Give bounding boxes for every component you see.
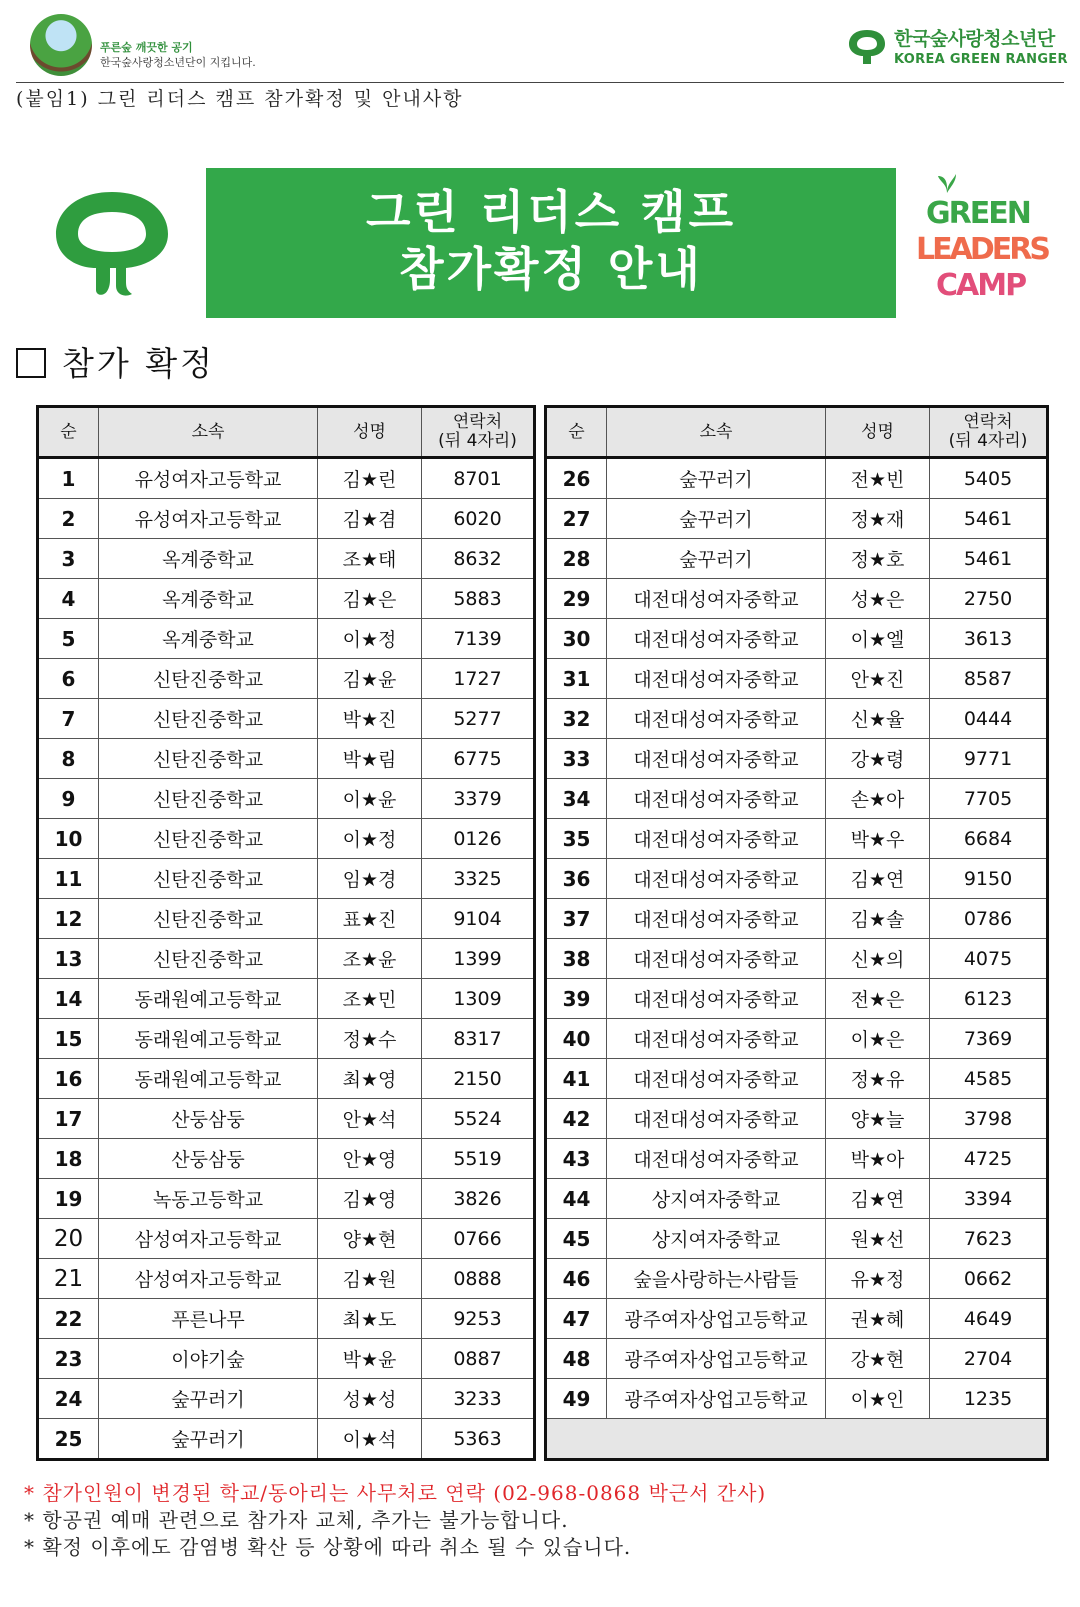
row-name: 전★빈	[826, 458, 930, 499]
row-affiliation: 숲꾸러기	[99, 1419, 318, 1460]
table-row	[546, 699, 1048, 739]
table-row	[546, 619, 1048, 659]
row-number: 26	[546, 458, 607, 499]
table-row	[38, 539, 535, 579]
row-affiliation: 상지여자중학교	[607, 1219, 826, 1259]
row-contact: 9104	[422, 899, 535, 939]
table-row	[38, 1299, 535, 1339]
row-affiliation: 숲꾸러기	[99, 1379, 318, 1419]
header-name: 성명	[318, 407, 422, 458]
row-contact: 5461	[930, 499, 1048, 539]
row-affiliation: 동래원예고등학교	[99, 979, 318, 1019]
banner-title-line1: 그린 리더스 캠프	[365, 185, 737, 239]
row-affiliation: 산둥삼둥	[99, 1139, 318, 1179]
row-number: 14	[38, 979, 99, 1019]
row-name: 유★정	[826, 1259, 930, 1299]
row-number: 6	[38, 659, 99, 699]
row-affiliation: 신탄진중학교	[99, 779, 318, 819]
row-name: 정★수	[318, 1019, 422, 1059]
row-contact: 0887	[422, 1339, 535, 1379]
row-contact: 3798	[930, 1099, 1048, 1139]
row-name: 원★선	[826, 1219, 930, 1259]
row-number: 31	[546, 659, 607, 699]
row-name: 박★진	[318, 699, 422, 739]
row-contact: 0126	[422, 819, 535, 859]
row-affiliation: 숲꾸러기	[607, 499, 826, 539]
row-contact: 4649	[930, 1299, 1048, 1339]
participant-table-left	[36, 405, 536, 1461]
row-affiliation: 광주여자상업고등학교	[607, 1299, 826, 1339]
table-row	[546, 939, 1048, 979]
row-affiliation: 산둥삼둥	[99, 1099, 318, 1139]
row-contact: 8701	[422, 458, 535, 499]
row-contact: 5883	[422, 579, 535, 619]
header-affiliation: 소속	[607, 407, 826, 458]
row-number: 15	[38, 1019, 99, 1059]
row-name: 이★정	[318, 819, 422, 859]
table-row	[546, 899, 1048, 939]
row-affiliation: 신탄진중학교	[99, 699, 318, 739]
table-row	[546, 458, 1048, 499]
table-row	[546, 979, 1048, 1019]
row-number: 18	[38, 1139, 99, 1179]
header-contact-line1: 연락처	[452, 412, 503, 432]
row-affiliation: 대전대성여자중학교	[607, 1139, 826, 1179]
table-row	[546, 779, 1048, 819]
row-number: 29	[546, 579, 607, 619]
org-name: 한국숲사랑청소년단	[894, 28, 1055, 50]
green-tree-logo-icon	[52, 190, 172, 298]
row-number: 24	[38, 1379, 99, 1419]
table-row	[546, 1219, 1048, 1259]
checkbox-square-icon	[16, 348, 46, 378]
row-name: 이★윤	[318, 779, 422, 819]
row-number: 41	[546, 1059, 607, 1099]
row-number: 34	[546, 779, 607, 819]
row-number: 8	[38, 739, 99, 779]
row-affiliation: 신탄진중학교	[99, 939, 318, 979]
row-name: 성★성	[318, 1379, 422, 1419]
row-affiliation: 숲꾸러기	[607, 458, 826, 499]
slogan-line2: 한국숲사랑청소년단이 지킵니다.	[100, 56, 256, 69]
row-name: 정★유	[826, 1059, 930, 1099]
table-row	[38, 779, 535, 819]
row-name: 권★혜	[826, 1299, 930, 1339]
row-name: 최★도	[318, 1299, 422, 1339]
row-number: 36	[546, 859, 607, 899]
row-name: 강★령	[826, 739, 930, 779]
org-name-en: KOREA GREEN RANGER	[894, 52, 1068, 67]
page-header	[0, 0, 1080, 84]
header-contact-line1: 연락처	[963, 412, 1013, 432]
camp-logo-leaders: LEADERS	[916, 232, 1048, 267]
table-row	[38, 1179, 535, 1219]
row-name: 정★재	[826, 499, 930, 539]
row-number: 9	[38, 779, 99, 819]
table-header-row	[546, 407, 1048, 458]
row-name: 김★린	[318, 458, 422, 499]
table-row	[38, 458, 535, 499]
table-body-left	[38, 458, 535, 1460]
row-contact: 4075	[930, 939, 1048, 979]
attachment-title: (붙임1) 그린 리더스 캠프 참가확정 및 안내사항	[16, 88, 464, 110]
row-contact: 5405	[930, 458, 1048, 499]
notes	[24, 1480, 766, 1561]
row-number: 17	[38, 1099, 99, 1139]
camp-logo-camp: CAMP	[936, 268, 1026, 303]
row-name: 조★태	[318, 539, 422, 579]
table-row	[38, 1059, 535, 1099]
row-number: 12	[38, 899, 99, 939]
row-contact: 6775	[422, 739, 535, 779]
row-contact: 3379	[422, 779, 535, 819]
row-affiliation: 숲꾸러기	[607, 539, 826, 579]
row-name: 이★인	[826, 1379, 930, 1419]
row-contact: 0662	[930, 1259, 1048, 1299]
header-no: 순	[546, 407, 607, 458]
table-body-right	[546, 458, 1048, 1460]
row-name: 표★진	[318, 899, 422, 939]
row-affiliation: 대전대성여자중학교	[607, 979, 826, 1019]
table-row	[38, 859, 535, 899]
row-number: 45	[546, 1219, 607, 1259]
row-number: 38	[546, 939, 607, 979]
table-row	[38, 1139, 535, 1179]
row-name: 성★은	[826, 579, 930, 619]
row-number: 23	[38, 1339, 99, 1379]
row-number: 25	[38, 1419, 99, 1460]
row-affiliation: 대전대성여자중학교	[607, 739, 826, 779]
row-name: 안★영	[318, 1139, 422, 1179]
row-number: 47	[546, 1299, 607, 1339]
row-affiliation: 대전대성여자중학교	[607, 699, 826, 739]
row-number: 32	[546, 699, 607, 739]
row-contact: 5524	[422, 1099, 535, 1139]
row-number: 5	[38, 619, 99, 659]
section-heading	[16, 338, 215, 385]
row-contact: 6684	[930, 819, 1048, 859]
participant-table-right	[544, 405, 1049, 1461]
table-row	[546, 1179, 1048, 1219]
row-affiliation: 유성여자고등학교	[99, 458, 318, 499]
row-number: 10	[38, 819, 99, 859]
row-affiliation: 대전대성여자중학교	[607, 899, 826, 939]
header-contact-line2: (뒤 4자리)	[948, 431, 1028, 451]
row-name: 박★우	[826, 819, 930, 859]
org-tree-logo-icon	[845, 26, 889, 66]
row-contact: 0786	[930, 899, 1048, 939]
row-name: 조★민	[318, 979, 422, 1019]
row-name: 이★석	[318, 1419, 422, 1460]
row-name: 김★원	[318, 1259, 422, 1299]
table-row	[546, 1059, 1048, 1099]
row-contact: 3613	[930, 619, 1048, 659]
row-name: 신★율	[826, 699, 930, 739]
row-name: 안★석	[318, 1099, 422, 1139]
row-contact: 9150	[930, 859, 1048, 899]
row-name: 김★연	[826, 859, 930, 899]
row-name: 임★경	[318, 859, 422, 899]
row-number: 19	[38, 1179, 99, 1219]
row-number: 1	[38, 458, 99, 499]
table-row	[546, 1099, 1048, 1139]
table-row	[546, 1299, 1048, 1339]
table-row	[38, 659, 535, 699]
row-affiliation: 녹동고등학교	[99, 1179, 318, 1219]
header-no: 순	[38, 407, 99, 458]
row-contact: 9771	[930, 739, 1048, 779]
row-affiliation: 삼성여자고등학교	[99, 1219, 318, 1259]
header-name: 성명	[826, 407, 930, 458]
table-row	[546, 1019, 1048, 1059]
row-contact: 1309	[422, 979, 535, 1019]
row-affiliation: 삼성여자고등학교	[99, 1259, 318, 1299]
table-row	[546, 1339, 1048, 1379]
table-row	[38, 579, 535, 619]
row-number: 49	[546, 1379, 607, 1419]
row-contact: 2704	[930, 1339, 1048, 1379]
camp-logo-green: GREEN	[926, 196, 1030, 231]
row-name: 양★늘	[826, 1099, 930, 1139]
row-affiliation: 대전대성여자중학교	[607, 779, 826, 819]
row-number: 48	[546, 1339, 607, 1379]
forest-emblem-logo	[30, 14, 92, 76]
section-title: 참가 확정	[62, 344, 216, 383]
row-number: 44	[546, 1179, 607, 1219]
row-name: 신★의	[826, 939, 930, 979]
row-contact: 0888	[422, 1259, 535, 1299]
row-number: 3	[38, 539, 99, 579]
row-contact: 9253	[422, 1299, 535, 1339]
row-number: 37	[546, 899, 607, 939]
row-contact: 8587	[930, 659, 1048, 699]
table-row	[38, 699, 535, 739]
table-row	[546, 539, 1048, 579]
row-number: 27	[546, 499, 607, 539]
row-affiliation: 광주여자상업고등학교	[607, 1339, 826, 1379]
table-row	[546, 1379, 1048, 1419]
table-row	[38, 899, 535, 939]
row-number: 7	[38, 699, 99, 739]
row-contact: 5519	[422, 1139, 535, 1179]
row-affiliation: 대전대성여자중학교	[607, 859, 826, 899]
row-contact: 7705	[930, 779, 1048, 819]
table-row	[546, 499, 1048, 539]
table-row	[38, 939, 535, 979]
table-row	[38, 1379, 535, 1419]
row-affiliation: 대전대성여자중학교	[607, 619, 826, 659]
row-contact: 7623	[930, 1219, 1048, 1259]
table-row	[38, 499, 535, 539]
row-affiliation: 옥계중학교	[99, 579, 318, 619]
row-affiliation: 대전대성여자중학교	[607, 939, 826, 979]
row-contact: 2750	[930, 579, 1048, 619]
header-contact-line2: (뒤 4자리)	[438, 431, 517, 451]
slogan	[100, 40, 256, 70]
header-divider	[16, 82, 1064, 83]
row-number: 35	[546, 819, 607, 859]
table-row	[38, 1259, 535, 1299]
row-name: 이★정	[318, 619, 422, 659]
row-number: 22	[38, 1299, 99, 1339]
row-number: 40	[546, 1019, 607, 1059]
leaf-icon	[936, 172, 958, 194]
row-affiliation: 숲을사랑하는사람들	[607, 1259, 826, 1299]
row-affiliation: 대전대성여자중학교	[607, 1099, 826, 1139]
table-row	[546, 579, 1048, 619]
row-affiliation: 대전대성여자중학교	[607, 819, 826, 859]
row-affiliation: 광주여자상업고등학교	[607, 1379, 826, 1419]
row-name: 김★겸	[318, 499, 422, 539]
row-contact: 5461	[930, 539, 1048, 579]
row-contact: 8317	[422, 1019, 535, 1059]
row-contact: 2150	[422, 1059, 535, 1099]
row-name: 박★윤	[318, 1339, 422, 1379]
row-affiliation: 신탄진중학교	[99, 819, 318, 859]
table-row	[546, 859, 1048, 899]
row-name: 손★아	[826, 779, 930, 819]
row-name: 안★진	[826, 659, 930, 699]
row-number: 39	[546, 979, 607, 1019]
row-affiliation: 대전대성여자중학교	[607, 579, 826, 619]
row-affiliation: 이야기숲	[99, 1339, 318, 1379]
row-contact: 1399	[422, 939, 535, 979]
row-contact: 3325	[422, 859, 535, 899]
row-number: 30	[546, 619, 607, 659]
row-number: 13	[38, 939, 99, 979]
row-number: 21	[38, 1259, 99, 1299]
row-contact: 0444	[930, 699, 1048, 739]
table-row	[38, 1419, 535, 1460]
table-row	[546, 659, 1048, 699]
row-contact: 3826	[422, 1179, 535, 1219]
row-affiliation: 옥계중학교	[99, 539, 318, 579]
table-row	[546, 1259, 1048, 1299]
table-row	[38, 1019, 535, 1059]
row-affiliation: 동래원예고등학교	[99, 1019, 318, 1059]
row-affiliation: 상지여자중학교	[607, 1179, 826, 1219]
green-leaders-camp-logo	[916, 172, 1066, 302]
row-contact: 1727	[422, 659, 535, 699]
row-name: 박★림	[318, 739, 422, 779]
row-name: 박★아	[826, 1139, 930, 1179]
row-affiliation: 유성여자고등학교	[99, 499, 318, 539]
table-row	[38, 1099, 535, 1139]
row-contact: 6123	[930, 979, 1048, 1019]
table-row	[38, 1339, 535, 1379]
table-row	[38, 619, 535, 659]
row-affiliation: 신탄진중학교	[99, 899, 318, 939]
row-affiliation: 신탄진중학교	[99, 659, 318, 699]
row-affiliation: 대전대성여자중학교	[607, 1019, 826, 1059]
row-contact: 6020	[422, 499, 535, 539]
row-contact: 5277	[422, 699, 535, 739]
row-contact: 3394	[930, 1179, 1048, 1219]
header-contact	[422, 407, 535, 458]
row-number: 11	[38, 859, 99, 899]
row-name: 정★호	[826, 539, 930, 579]
row-contact: 7139	[422, 619, 535, 659]
row-name: 양★현	[318, 1219, 422, 1259]
table-row	[38, 1219, 535, 1259]
row-name: 최★영	[318, 1059, 422, 1099]
header-affiliation: 소속	[99, 407, 318, 458]
row-name: 김★연	[826, 1179, 930, 1219]
row-name: 김★은	[318, 579, 422, 619]
note-no-change: * 항공권 예매 관련으로 참가자 교체, 추가는 불가능합니다.	[24, 1508, 569, 1532]
row-contact: 0766	[422, 1219, 535, 1259]
row-name: 조★윤	[318, 939, 422, 979]
row-number: 4	[38, 579, 99, 619]
table-row	[38, 979, 535, 1019]
row-number: 33	[546, 739, 607, 779]
table-header-row	[38, 407, 535, 458]
row-number: 43	[546, 1139, 607, 1179]
title-banner	[206, 168, 896, 318]
row-name: 김★솔	[826, 899, 930, 939]
empty-row	[546, 1419, 1048, 1460]
row-affiliation: 푸른나무	[99, 1299, 318, 1339]
row-number: 28	[546, 539, 607, 579]
table-row	[546, 739, 1048, 779]
row-number: 20	[38, 1219, 99, 1259]
row-number: 16	[38, 1059, 99, 1099]
row-name: 전★은	[826, 979, 930, 1019]
row-contact: 3233	[422, 1379, 535, 1419]
note-contact: * 참가인원이 변경된 학교/동아리는 사무처로 연락 (02-968-0868 박근서 간사)	[24, 1481, 767, 1505]
row-affiliation: 신탄진중학교	[99, 859, 318, 899]
empty-cell	[546, 1419, 1048, 1460]
note-cancel: * 확정 이후에도 감염병 확산 등 상황에 따라 취소 될 수 있습니다.	[24, 1535, 632, 1559]
table-row	[38, 739, 535, 779]
row-number: 46	[546, 1259, 607, 1299]
table-row	[38, 819, 535, 859]
row-contact: 8632	[422, 539, 535, 579]
row-name: 김★영	[318, 1179, 422, 1219]
row-contact: 5363	[422, 1419, 535, 1460]
row-affiliation: 신탄진중학교	[99, 739, 318, 779]
table-row	[546, 819, 1048, 859]
row-contact: 1235	[930, 1379, 1048, 1419]
row-name: 김★윤	[318, 659, 422, 699]
row-contact: 4725	[930, 1139, 1048, 1179]
table-row	[546, 1139, 1048, 1179]
header-contact	[930, 407, 1048, 458]
banner-title-line2: 참가확정 안내	[399, 242, 703, 296]
row-name: 강★현	[826, 1339, 930, 1379]
row-contact: 4585	[930, 1059, 1048, 1099]
row-affiliation: 대전대성여자중학교	[607, 659, 826, 699]
row-number: 2	[38, 499, 99, 539]
slogan-line1: 푸른숲 깨끗한 공기	[100, 41, 193, 54]
row-name: 이★엘	[826, 619, 930, 659]
row-name: 이★은	[826, 1019, 930, 1059]
row-affiliation: 대전대성여자중학교	[607, 1059, 826, 1099]
row-affiliation: 옥계중학교	[99, 619, 318, 659]
row-affiliation: 동래원예고등학교	[99, 1059, 318, 1099]
row-number: 42	[546, 1099, 607, 1139]
row-contact: 7369	[930, 1019, 1048, 1059]
